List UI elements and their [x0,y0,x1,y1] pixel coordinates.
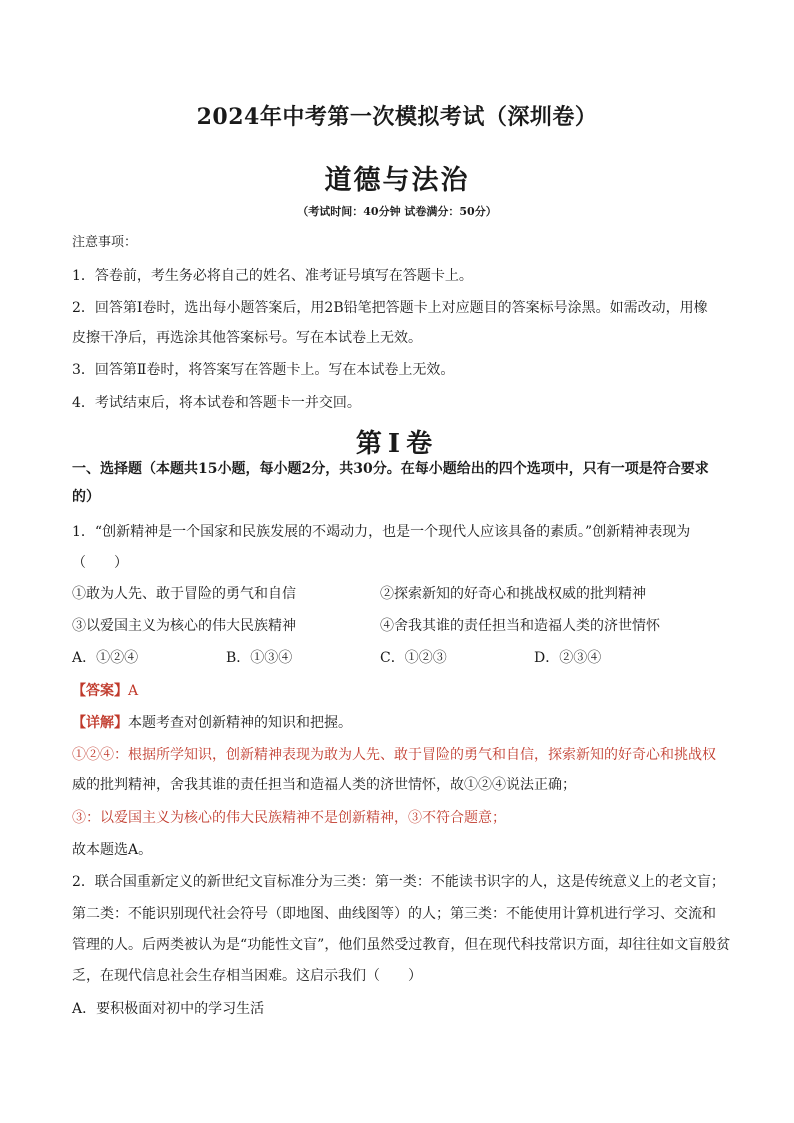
note-item: 3．回答第Ⅱ卷时，将答案写在答题卡上。写在本试卷上无效。 [72,362,455,378]
conclusion: 故本题选A。 [72,842,153,858]
note-item: 皮擦干净后，再选涂其他答案标号。写在本试卷上无效。 [72,330,422,346]
statement-2: ②探索新知的好奇心和挑战权威的批判精神 [380,586,646,602]
question-2-line: 2．联合国重新定义的新世纪文盲标准分为三类：第一类：不能读书识字的人，这是传统意义上的老文盲； [72,874,725,890]
section-instructions-cont: 的） [72,489,100,505]
notes-heading: 注意事项： [72,235,138,250]
note-item: 1．答卷前，考生务必将自己的姓名、准考证号填写在答题卡上。 [72,268,473,284]
answer-tag: 【答案】 [72,683,128,699]
question-2-option-a: A．要积极面对初中的学习生活 [72,1001,265,1017]
exam-info: （考试时间：40分钟 试卷满分：50分） [297,205,497,218]
section-instructions: 一、选择题（本题共15小题，每小题2分，共30分。在每小题给出的四个选项中，只有一项是符合要求 [72,461,709,477]
statement-3: ③以爱国主义为核心的伟大民族精神 [72,618,296,634]
exam-title: 2024年中考第一次模拟考试（深圳卷） [196,104,598,130]
question-1-stem: 1．“创新精神是一个国家和民族发展的不竭动力，也是一个现代人应该具备的素质。”创新精神表现为 [72,524,691,540]
statement-4: ④舍我其谁的责任担当和造福人类的济世情怀 [380,618,660,634]
question-1-blank: （ ） [72,555,128,571]
detail-line [72,713,722,733]
option-b: B．①③④ [226,650,293,666]
detail-line-2: 威的批判精神，舍我其谁的责任担当和造福人类的济世情怀，故①②④说法正确； [72,777,576,793]
option-a: A．①②④ [72,650,139,666]
detail-line-3: ③：以爱国主义为核心的伟大民族精神不是创新精神，③不符合题意； [72,810,506,826]
option-d: D．②③④ [534,650,602,666]
detail-tag: 【详解】 [72,715,128,731]
option-c: C．①②③ [380,650,447,666]
detail-line-1: ①②④：根据所学知识，创新精神表现为敢为人先、敢于冒险的勇气和自信，探索新知的好奇心和挑战权 [72,747,716,763]
note-item: 2．回答第Ⅰ卷时，选出每小题答案后，用2B铅笔把答题卡上对应题目的答案标号涂黑。如需改动，用橡 [72,300,708,316]
question-2-line: 管理的人。后两类被认为是“功能性文盲”，他们虽然受过教育，但在现代科技常识方面，却往往如文盲般贫 [72,937,731,953]
question-2-line: 乏，在现代信息社会生存相当困难。这启示我们（ ） [72,968,422,984]
section-title: 第Ⅰ卷 [355,429,439,459]
question-2-line: 第二类：不能识别现代社会符号（即地图、曲线图等）的人；第三类：不能使用计算机进行学习、交流和 [72,906,716,922]
subject-title: 道德与法治 [324,165,470,196]
note-item: 4．考试结束后，将本试卷和答题卡一并交回。 [72,395,361,411]
answer-line [72,681,722,701]
answer-value: A [128,683,139,699]
statement-1: ①敢为人先、敢于冒险的勇气和自信 [72,586,296,602]
detail-intro: 本题考查对创新精神的知识和把握。 [128,715,352,731]
